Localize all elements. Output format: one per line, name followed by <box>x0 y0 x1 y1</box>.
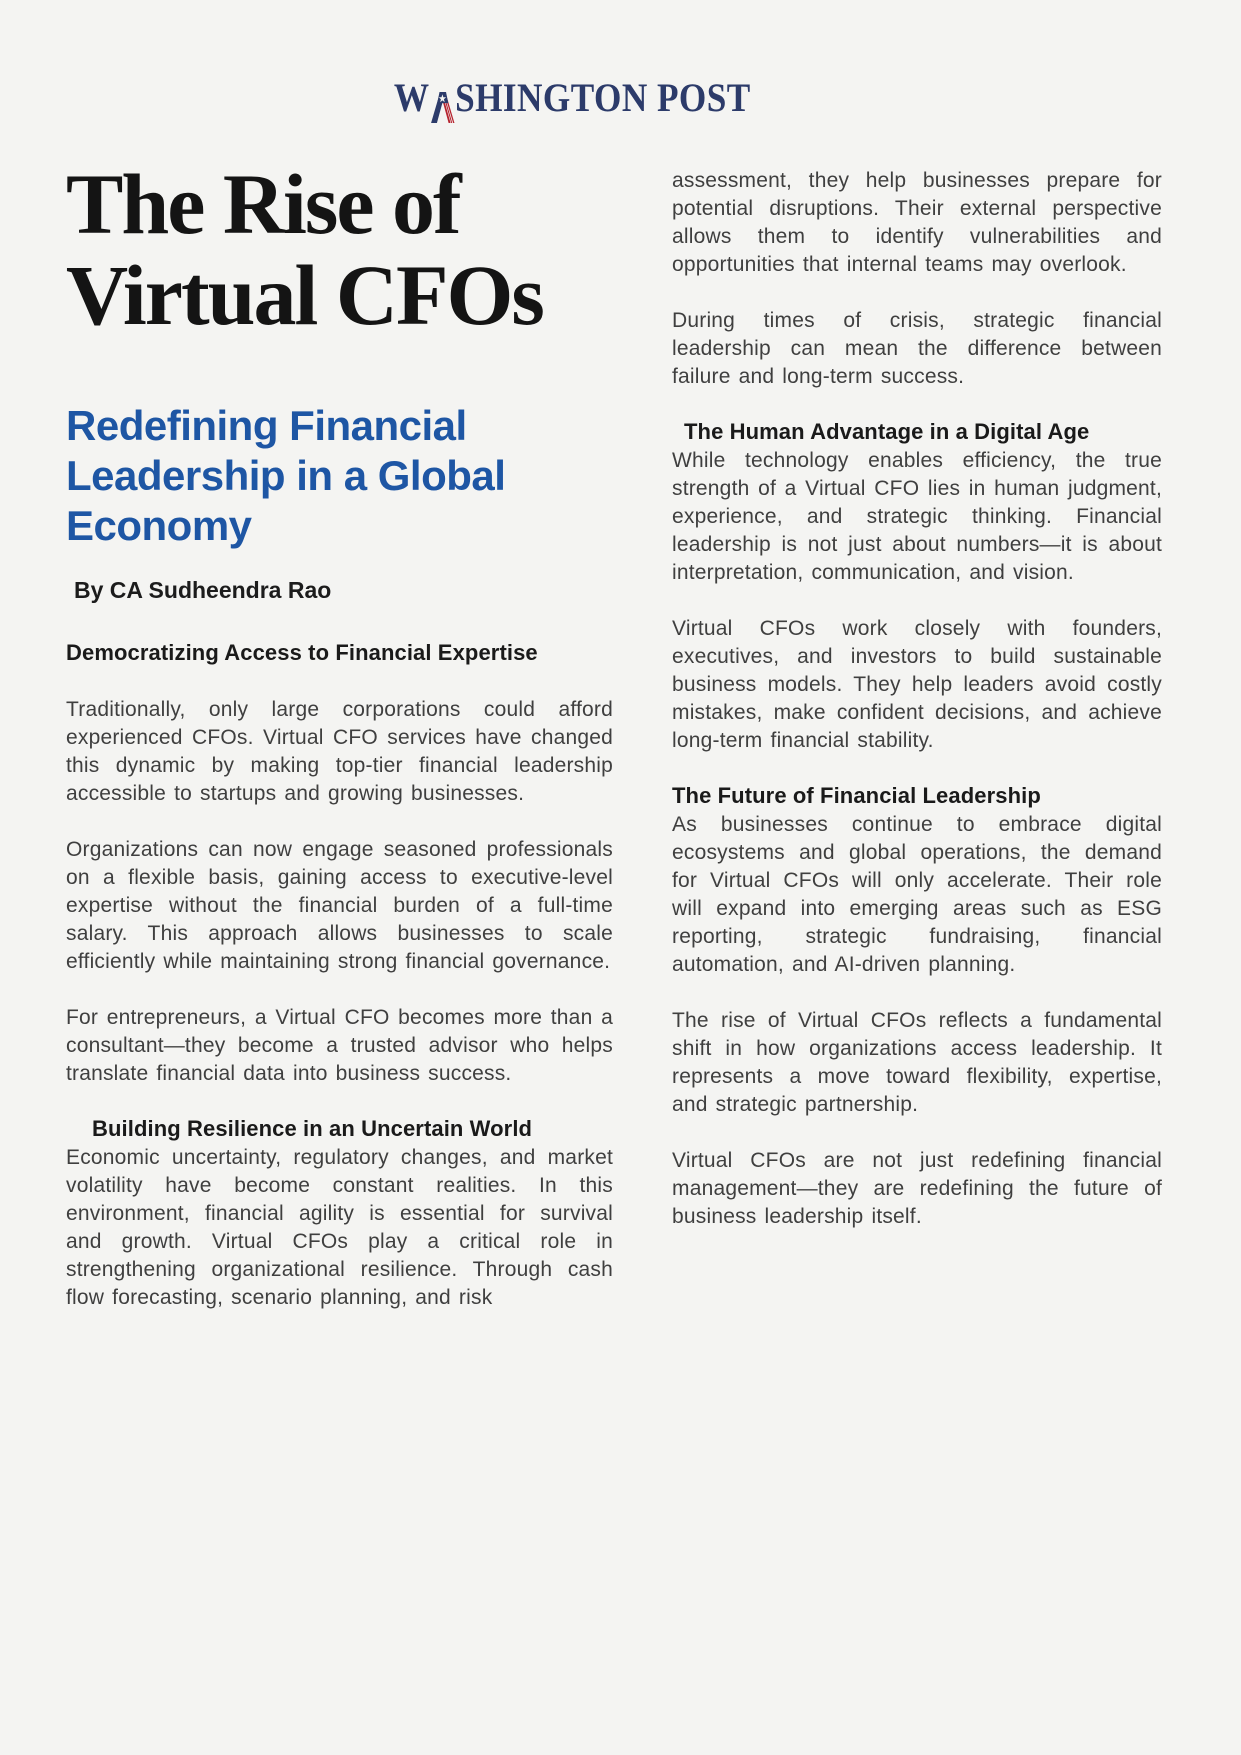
article-subtitle: Redefining Financial Leadership in a Global Economy <box>66 402 506 550</box>
article-body <box>0 121 1241 1312</box>
title-line-1: The Rise of <box>66 156 460 252</box>
paragraph: Organizations can now engage seasoned professionals on a flexible basis, gaining access to executive-level expertise without the financial burden of a full-time salary. This approach allows businesses to scale efficiently while maintaining strong financial governance. <box>66 838 613 974</box>
paragraph: Virtual CFOs are not just redefining financial management—they are redefining the future of business leadership itself. <box>672 1149 1162 1228</box>
paragraph: Economic uncertainty, regulatory changes, and market volatility have become constant realities. In this environment, financial agility is essential for survival and growth. Virtual CFOs play a critical role in strengthening organizational resilience. Through cash flow forecasting, scenario planning, and risk <box>66 1146 613 1310</box>
section-heading-democratizing: Democratizing Access to Financial Expertise <box>66 640 538 666</box>
logo-text-prefix: W <box>393 75 430 120</box>
page-title <box>66 156 613 344</box>
byline: By CA Sudheendra Rao <box>74 577 332 604</box>
paragraph: As businesses continue to embrace digital ecosystems and global operations, the demand for Virtual CFOs will only accelerate. Their role will expand into emerging areas such as ESG reporting, strategic fundraising, financial automation, and AI-driven planning. <box>672 813 1162 976</box>
paragraph: Virtual CFOs work closely with founders, executives, and investors to build sustainable business models. They help leaders avoid costly mistakes, make confident decisions, and achieve long-term financial stability. <box>672 617 1162 752</box>
paragraph: assessment, they help businesses prepare for potential disruptions. Their external perspective allows them to identify vulnerabilities and opportunities that internal teams may overlook. <box>672 169 1162 276</box>
section-heading-human-advantage: The Human Advantage in a Digital Age <box>684 419 1090 444</box>
left-column <box>66 153 613 1312</box>
right-column <box>672 153 1162 1312</box>
section-heading-future: The Future of Financial Leadership <box>672 783 1041 808</box>
paragraph: For entrepreneurs, a Virtual CFO becomes more than a consultant—they become a trusted advisor who helps translate financial data into business success. <box>66 1006 613 1086</box>
title-line-2: Virtual CFOs <box>66 247 543 344</box>
masthead <box>0 0 1241 121</box>
star-a-icon <box>430 92 454 123</box>
section-heading-resilience: Building Resilience in an Uncertain World <box>92 1116 533 1142</box>
paragraph: During times of crisis, strategic financial leadership can mean the difference between failure and long-term success. <box>672 309 1162 388</box>
washington-post-logo <box>394 74 751 121</box>
paragraph: While technology enables efficiency, the true strength of a Virtual CFO lies in human judgment, experience, and strategic thinking. Financial leadership is not just about numbers—it is about interpretation, communication, and vision. <box>672 449 1162 584</box>
paragraph: Traditionally, only large corporations could afford experienced CFOs. Virtual CFO services have changed this dynamic by making top-tier financial leadership accessible to startups and growing businesses. <box>66 698 613 806</box>
logo-text-suffix: SHINGTON POST <box>454 75 751 120</box>
paragraph: The rise of Virtual CFOs reflects a fundamental shift in how organizations access leadership. It represents a move toward flexibility, expertise, and strategic partnership. <box>672 1009 1162 1116</box>
